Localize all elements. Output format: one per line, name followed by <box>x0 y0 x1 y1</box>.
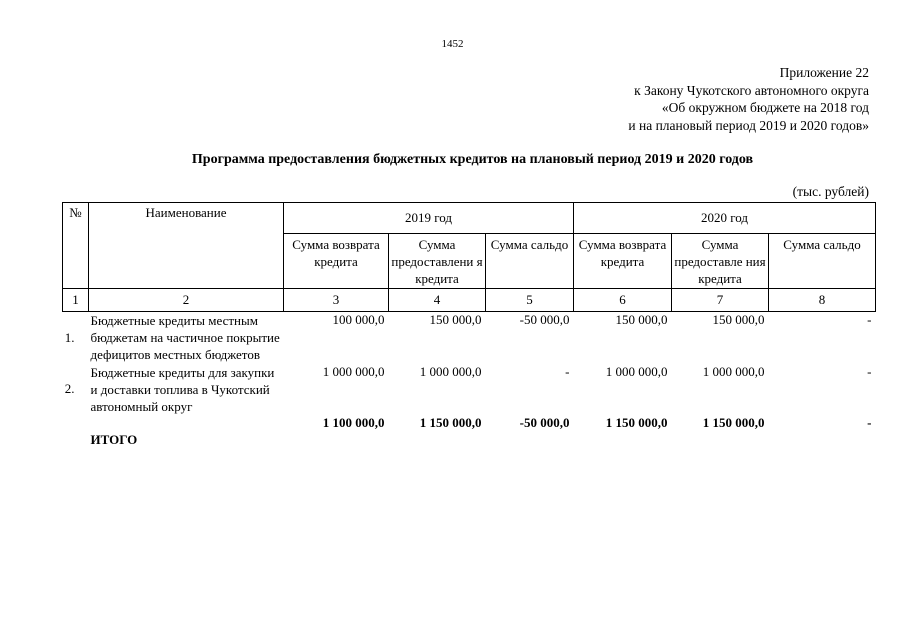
total-2019-return: 1 100 000,0 <box>322 415 385 431</box>
cell-2020-provide: 150 000,0 <box>712 312 765 327</box>
appendix-line-2: к Закону Чукотского автономного округа <box>634 82 869 98</box>
total-row <box>63 415 876 448</box>
column-number: 1 <box>63 289 89 312</box>
column-number: 7 <box>672 289 769 312</box>
document-title: Программа предоставления бюджетных кредитов на плановый период 2019 и 2020 годов <box>191 152 754 167</box>
total-label: ИТОГО <box>90 432 138 448</box>
cell-2020-provide: 1 000 000,0 <box>702 363 765 379</box>
column-number: 3 <box>284 289 389 312</box>
header-number: № <box>63 203 89 289</box>
table-row <box>63 364 876 416</box>
column-number: 4 <box>389 289 486 312</box>
column-number: 2 <box>89 289 284 312</box>
appendix-line-1: Приложение 22 <box>779 65 869 80</box>
cell-2019-return: 1 000 000,0 <box>322 363 385 379</box>
header-year-2019: 2019 год <box>284 203 574 234</box>
header-2020-balance: Сумма сальдо <box>769 234 876 289</box>
header-name: Наименование <box>89 203 284 289</box>
budget-credits-table <box>62 202 876 448</box>
header-year-2020: 2020 год <box>574 203 876 234</box>
header-2020-provide: Сумма предоставле ния кредита <box>672 234 769 289</box>
cell-2019-balance: - <box>565 363 570 379</box>
cell-2019-provide: 150 000,0 <box>429 312 482 327</box>
cell-2020-balance: - <box>867 312 872 327</box>
table-row <box>63 312 876 364</box>
row-name: Бюджетные кредиты для закупки и доставки топлива в Чукотский автономный округ <box>90 364 275 415</box>
cell-2019-return: 100 000,0 <box>332 312 385 327</box>
row-number: 2. <box>64 381 75 397</box>
appendix-line-3: «Об окружном бюджете на 2018 год <box>661 100 869 115</box>
appendix-line-4: и на плановый период 2019 и 2020 годов» <box>628 117 869 133</box>
header-2020-return: Сумма возврата кредита <box>574 234 672 289</box>
total-2020-provide: 1 150 000,0 <box>702 415 765 431</box>
row-number: 1. <box>64 329 75 345</box>
cell-2019-balance: -50 000,0 <box>519 312 570 327</box>
header-2019-balance: Сумма сальдо <box>486 234 574 289</box>
total-2019-balance: -50 000,0 <box>519 415 570 431</box>
appendix-header <box>628 64 869 134</box>
column-number: 8 <box>769 289 876 312</box>
cell-2020-return: 1 000 000,0 <box>605 363 668 379</box>
total-spacer <box>63 415 89 448</box>
page-number: 1452 <box>441 38 464 50</box>
cell-2019-provide: 1 000 000,0 <box>419 363 482 379</box>
cell-2020-balance: - <box>867 363 872 379</box>
total-2020-return: 1 150 000,0 <box>605 415 668 431</box>
column-number: 6 <box>574 289 672 312</box>
total-2019-provide: 1 150 000,0 <box>419 415 482 431</box>
header-2019-return: Сумма возврата кредита <box>284 234 389 289</box>
column-number: 5 <box>486 289 574 312</box>
total-2020-balance: - <box>867 415 872 431</box>
row-name: Бюджетные кредиты местным бюджетам на частичное покрытие дефицитов местных бюджетов <box>90 313 280 363</box>
cell-2020-return: 150 000,0 <box>615 312 668 327</box>
header-2019-provide: Сумма предоставлени я кредита <box>389 234 486 289</box>
units-label: (тыс. рублей) <box>792 184 869 199</box>
